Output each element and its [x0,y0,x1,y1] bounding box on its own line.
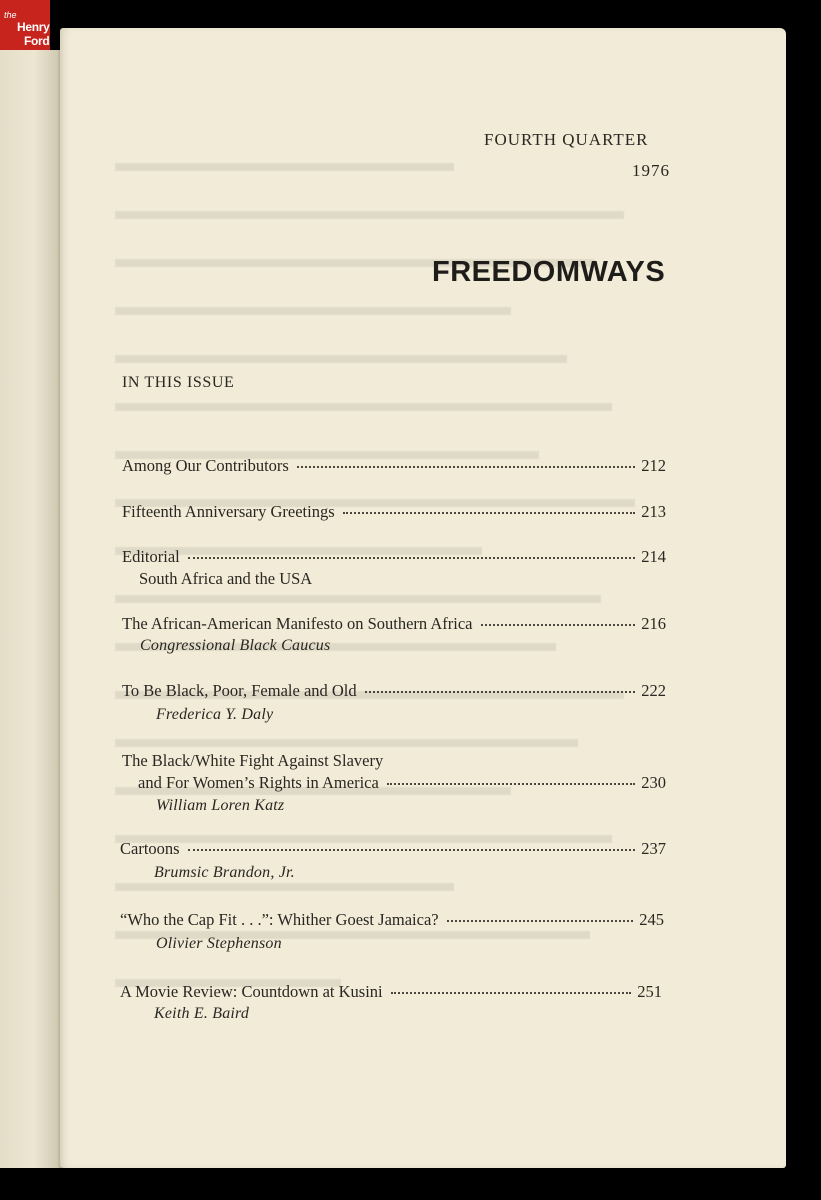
dot-leader [387,783,635,785]
dot-leader [481,624,636,626]
toc-entry-page: 212 [641,456,666,475]
toc-entry-title: “Who the Cap Fit . . .”: Whither Goest Jamaica? [120,910,439,929]
toc-entry [122,502,666,524]
toc-entry-page: 237 [641,839,666,858]
toc-entry-title: To Be Black, Poor, Female and Old [122,681,357,700]
masthead-title: FREEDOMWAYS [432,256,666,288]
toc-entry [122,456,666,478]
toc-entry [122,681,666,703]
toc-entry-author: William Loren Katz [156,797,285,814]
toc-entry-author: Keith E. Baird [154,1005,250,1022]
toc-entry-page: 214 [641,547,666,566]
toc-entry [138,773,666,795]
dot-leader [365,691,636,693]
toc-entry-page: 230 [641,773,666,792]
toc-entry-author: Brumsic Brandon, Jr. [154,864,295,881]
document-page [60,28,786,1168]
logo-text-the: the [4,10,17,20]
dot-leader [391,992,632,994]
toc-entry [120,982,662,1004]
toc-entry [120,839,666,861]
toc-entry-title: A Movie Review: Countdown at Kusini [120,982,383,1001]
toc-entry-page: 245 [639,910,664,929]
toc-entry-page: 222 [641,681,666,700]
henry-ford-logo [0,0,50,50]
toc-entry-title-line2: and For Women’s Rights in America [138,773,379,792]
dot-leader [447,920,634,922]
section-heading: IN THIS ISSUE [122,374,235,391]
toc-entry [120,910,664,932]
toc-entry-title: Cartoons [120,839,180,858]
toc-entry-page: 251 [637,982,662,1001]
toc-entry-author: Frederica Y. Daly [156,706,274,723]
toc-entry [122,547,666,569]
toc-entry-author: Congressional Black Caucus [140,637,331,654]
dot-leader [188,849,636,851]
toc-entry-title-line1: The Black/White Fight Against Slavery [122,751,384,770]
toc-entry-title: Among Our Contributors [122,456,289,475]
dot-leader [297,466,635,468]
dot-leader [188,557,636,559]
logo-text-henry: Henry [17,20,50,34]
toc-entry [122,614,666,636]
issue-quarter: FOURTH QUARTER [484,130,649,149]
logo-text-ford: Ford [24,34,50,48]
toc-entry-page: 213 [641,502,666,521]
dot-leader [343,512,636,514]
toc-entry-author: Olivier Stephenson [156,935,282,952]
toc-entry-title: Editorial [122,547,180,566]
facing-page-edge [0,50,62,1168]
toc-entry-title: The African-American Manifesto on Southern Africa [122,614,473,633]
toc-entry-title: Fifteenth Anniversary Greetings [122,502,335,521]
toc-entry-page: 216 [641,614,666,633]
issue-year: 1976 [632,161,670,180]
toc-entry-subtitle: South Africa and the USA [139,569,313,588]
